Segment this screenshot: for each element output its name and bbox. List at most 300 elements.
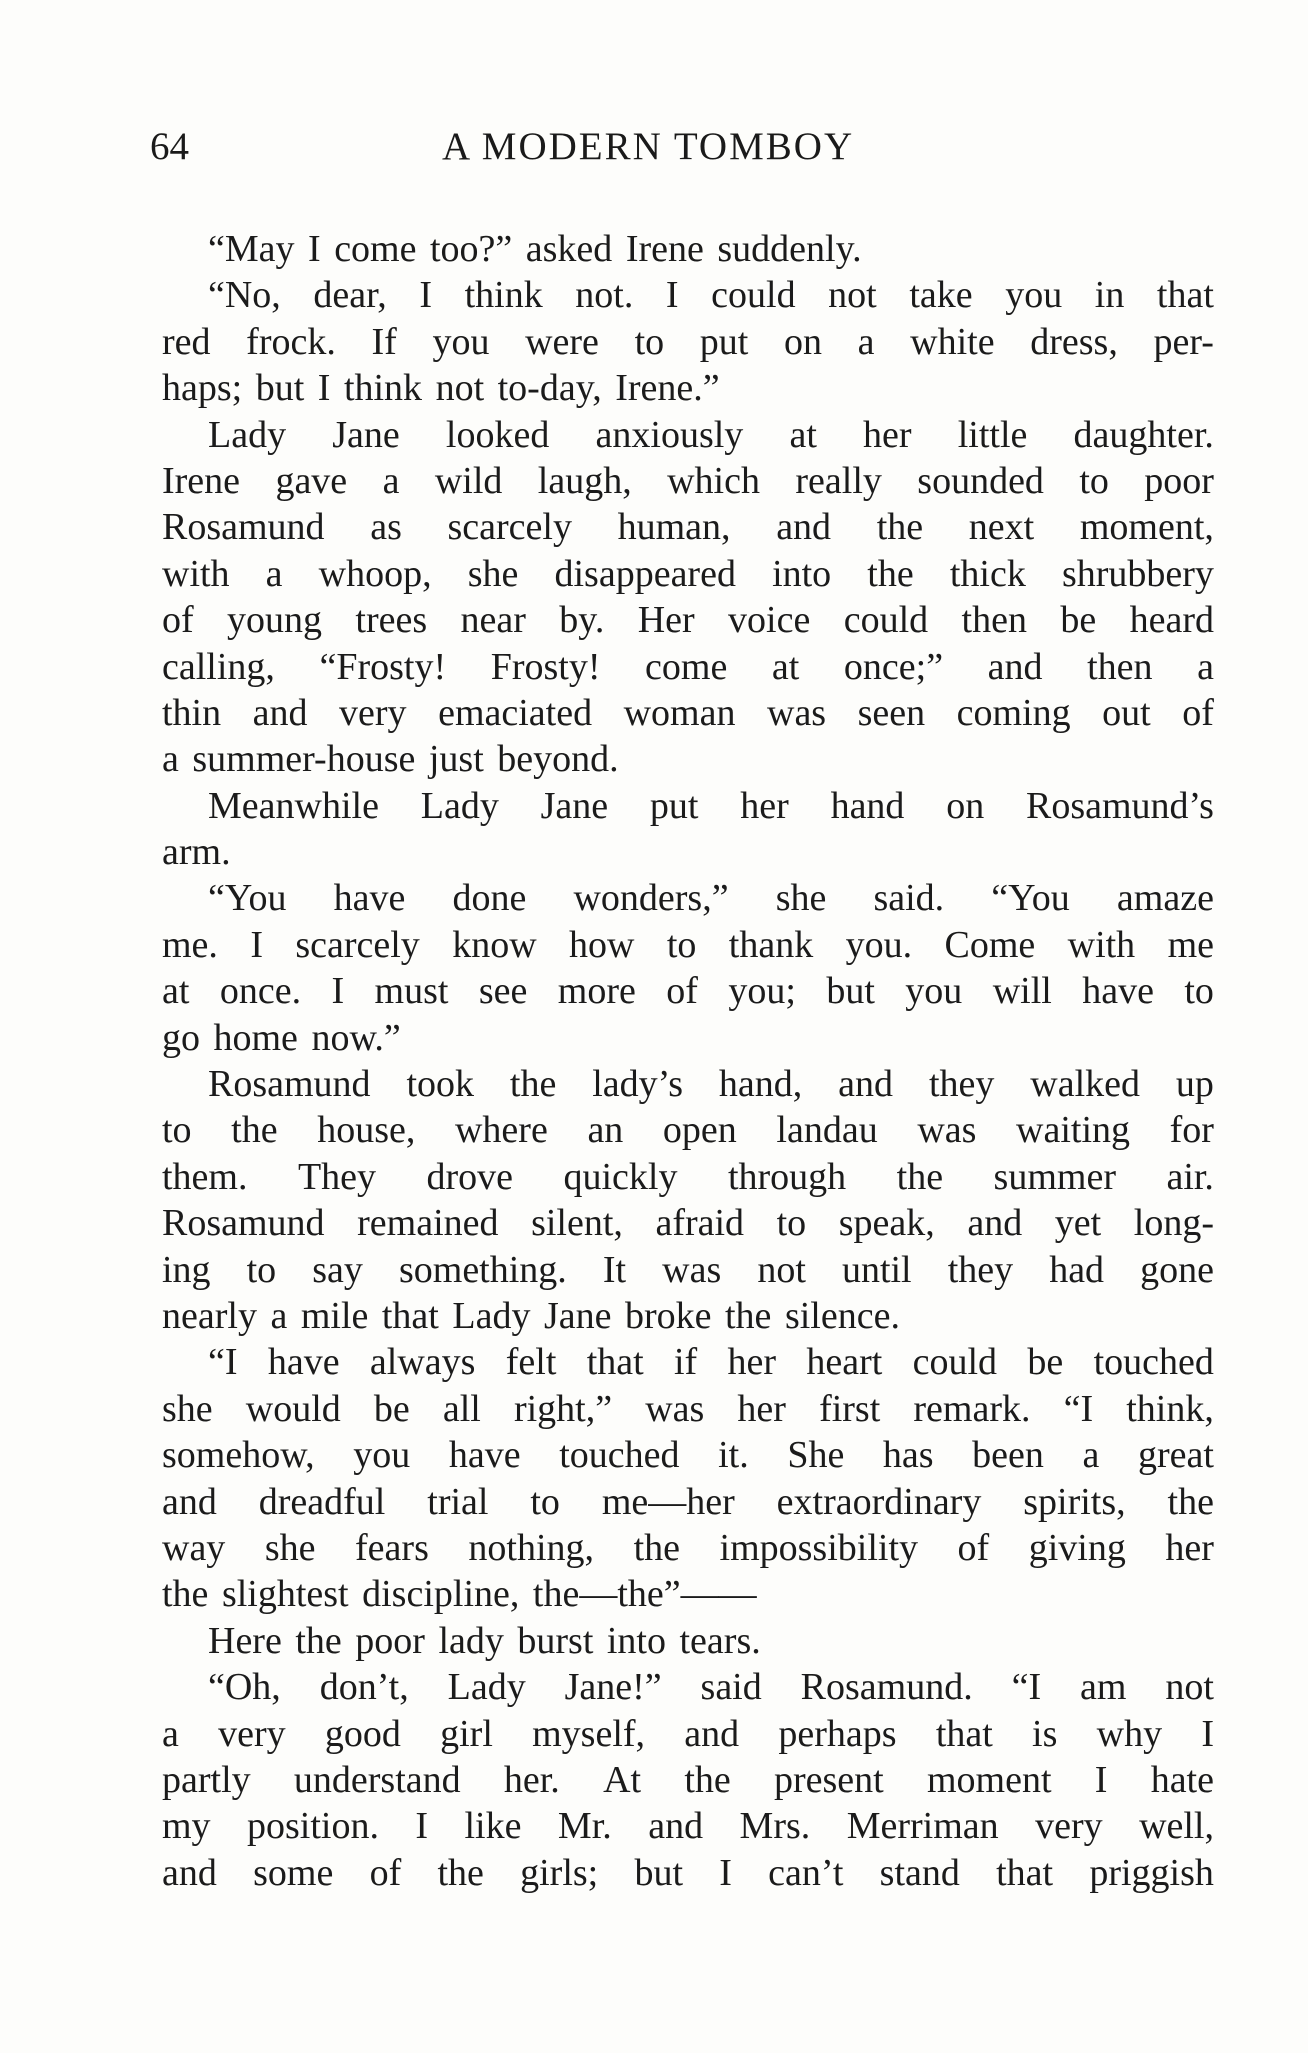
word: I [331,970,345,1013]
word: where [454,1109,548,1152]
text-line [162,1293,1214,1339]
word: that [996,1851,1054,1894]
text-line [162,365,1214,411]
word: gone [1140,1248,1214,1291]
word: daughter. [1073,413,1214,456]
word: “You [991,877,1070,920]
word: a [857,320,875,363]
word: the [684,1758,731,1801]
word: take [909,274,973,317]
word: per- [1153,320,1214,363]
word: extraordinary [776,1480,982,1523]
word: you [905,970,963,1013]
word: beyond. [497,738,619,781]
text-line [162,922,1214,968]
word: thank [728,923,814,966]
word: to [246,1248,277,1291]
word: woman [623,691,736,734]
word: suddenly. [717,228,862,270]
word: giving [1028,1526,1126,1569]
word: the [231,1109,278,1152]
word: white [910,320,995,363]
word: slightest [221,1573,363,1616]
word: you; [728,970,796,1013]
word: remark. [913,1387,1031,1430]
word: They [297,1155,377,1198]
word: spirits, [1023,1480,1126,1523]
text-line [162,1386,1214,1432]
word: very [339,691,407,734]
word: to [776,1202,807,1245]
word: present [774,1758,884,1801]
word: trees [355,599,428,642]
word: I [719,1851,732,1894]
word: an [587,1109,624,1152]
body-text [162,226,1214,1896]
word: and [987,645,1043,688]
word: walked [1030,1063,1140,1106]
word: say [312,1248,363,1291]
word: I [1094,1758,1108,1801]
word: silent, [531,1202,623,1245]
word: disappeared [554,552,736,595]
word: has [882,1434,934,1477]
text-line [162,1061,1214,1107]
word: fears [355,1526,429,1569]
word: Lady [420,784,499,827]
word: the [437,1851,484,1894]
word: was [917,1109,977,1152]
word: always [369,1341,476,1384]
word: took [406,1063,475,1106]
word: into [606,1619,680,1662]
word: the [725,1294,785,1337]
word: my [162,1805,211,1848]
word: her [740,784,789,827]
word: burst [517,1619,607,1662]
word: you [432,320,490,363]
word: Rosamund [162,1202,325,1245]
word: a [162,738,193,781]
word: priggish [1089,1851,1214,1894]
word: can’t [768,1851,844,1894]
word: them. [162,1155,248,1198]
word: not [1165,1666,1214,1709]
word: out [1102,691,1151,734]
word: she [264,1526,316,1569]
word: moment, [1079,506,1214,549]
word: Mr. [557,1805,612,1848]
word: remained [357,1202,499,1245]
word: then [1087,645,1153,688]
word: home [213,1016,312,1059]
word: how [569,923,635,966]
word: stand [879,1851,960,1894]
text-line [162,412,1214,458]
word: heart [806,1341,883,1384]
word: that [381,1294,453,1337]
word: next [968,506,1035,549]
word: afraid [655,1202,745,1245]
word: and [648,1805,704,1848]
word: calling, [162,645,275,688]
word: until [841,1248,912,1291]
word: could [843,599,929,642]
word: scarcely [447,506,572,549]
text-line [162,1664,1214,1710]
running-head [150,124,1220,184]
text-line [162,1107,1214,1153]
word: said. [873,877,945,920]
word: I [415,1805,429,1848]
word: At [603,1758,642,1801]
word: asked [525,228,626,270]
word: would [245,1387,341,1430]
word: touched [559,1434,680,1477]
word: on [783,320,822,363]
word: myself, [532,1712,646,1755]
word: of [162,599,194,642]
text-line [162,226,1214,272]
word: at [771,645,800,688]
word: Here [208,1619,296,1662]
word: now.” [311,1016,401,1059]
word: seen [857,691,926,734]
word: to [666,923,697,966]
word: young [227,599,323,642]
word: as [370,506,402,549]
word: the [633,1526,680,1569]
word: something. [398,1248,567,1291]
word: summer [993,1155,1116,1198]
word: on [946,784,985,827]
text-line [162,1247,1214,1293]
text-line [162,1154,1214,1200]
word: be [1060,599,1097,642]
word: scarcely [295,923,420,966]
word: Lady [208,413,287,456]
word: She [787,1434,845,1477]
word: Lady [452,1294,544,1337]
word: have [448,1434,521,1477]
word: landau [776,1109,878,1152]
word: she [467,552,519,595]
word: was [767,691,827,734]
text-line [162,1015,1214,1061]
word: dreadful [258,1480,386,1523]
word: be [1027,1341,1064,1384]
word: girls; [520,1851,599,1894]
word: will [992,970,1052,1013]
word: and [162,1851,217,1894]
word: to [1184,970,1214,1013]
word: lady [438,1619,518,1662]
word: have [267,1341,340,1384]
word: me. [162,923,218,966]
word: Irene [162,459,241,502]
word: a [162,1712,179,1755]
word: Meanwhile [208,784,379,827]
word: into [772,552,832,595]
word: voice [728,599,811,642]
word: drove [426,1155,514,1198]
word: hate [1150,1758,1214,1801]
word: and [967,1202,1023,1245]
word: moment [926,1758,1052,1801]
word: Come [944,923,1036,966]
word: and [162,1480,217,1523]
word: think [343,367,436,410]
word: could [711,274,796,317]
word: silence. [784,1294,900,1337]
word: hand, [718,1063,803,1106]
word: up [1175,1063,1214,1106]
word: “I [208,1341,238,1384]
word: human, [617,506,731,549]
word: they [928,1063,995,1106]
text-line [162,1525,1214,1571]
word: that [1156,274,1214,317]
word: to [634,320,665,363]
word: partly [162,1758,251,1801]
word: tears. [679,1619,761,1662]
word: “Oh, [208,1666,281,1709]
word: you [1005,274,1063,317]
word: Jane [543,1294,625,1337]
word: am [1080,1666,1127,1709]
word: could [912,1341,998,1384]
text-line [162,1850,1214,1896]
word: she [775,877,827,920]
word: “I [1063,1387,1094,1430]
word: long- [1133,1202,1214,1245]
word: which [667,459,760,502]
word: once. [219,970,302,1013]
word: me—her [601,1480,735,1523]
word: had [1049,1248,1105,1291]
word: but [255,367,318,410]
word: looked [445,413,550,456]
word: be [373,1387,410,1430]
word: mile [300,1294,382,1337]
word: is [1032,1712,1058,1755]
page-number: 64 [150,125,189,168]
word: anxiously [595,413,744,456]
word: wild [434,459,503,502]
word: the—the”—— [532,1573,757,1616]
text-line [162,504,1214,550]
word: wonders,” [573,877,729,920]
word: that [935,1712,993,1755]
word: position. [247,1805,379,1848]
word: you. [845,923,913,966]
word: and [776,506,832,549]
word: “You [208,877,287,920]
text-line [162,1618,1214,1664]
word: first [819,1387,881,1430]
text-line [162,644,1214,690]
word: she [162,1387,213,1430]
word: shrubbery [1061,552,1214,595]
word: very [1035,1805,1103,1848]
word: heard [1129,599,1214,642]
word: trial [427,1480,489,1523]
text-line [162,1432,1214,1478]
word: thin [162,691,222,734]
word: of [369,1851,402,1894]
word: very [218,1712,286,1755]
word: if [673,1341,698,1384]
word: touched [1093,1341,1214,1384]
word: I [308,228,335,270]
word: the [1167,1480,1214,1523]
word: Mrs. [739,1805,811,1848]
word: I [250,923,263,966]
word: come [334,228,430,270]
word: quickly [563,1155,678,1198]
word: I [419,274,432,317]
text-line [162,829,1214,875]
word: her [863,413,912,456]
word: near [460,599,526,642]
word: some [253,1851,334,1894]
text-line [162,1711,1214,1757]
word: her [737,1387,786,1430]
word: sounded [917,459,1044,502]
word: Rosamund. [800,1666,973,1709]
text-line [162,1803,1214,1849]
word: put [649,784,699,827]
word: speak, [838,1202,935,1245]
word: emaciated [438,691,593,734]
word: Rosamund [208,1063,371,1106]
word: through [727,1155,847,1198]
word: go [162,1016,214,1059]
word: poor [355,1619,439,1662]
word: a [270,1294,301,1337]
word: was [662,1248,722,1291]
word: not. [575,274,634,317]
word: Jane [332,413,400,456]
word: right,” [513,1387,613,1430]
text-line [162,1757,1214,1803]
word: to-day, [497,367,616,410]
word: to [1079,459,1109,502]
word: like [464,1805,522,1848]
word: and [252,691,308,734]
word: just [428,738,498,781]
word: Lady [447,1666,526,1709]
word: why [1096,1712,1163,1755]
text-line [162,690,1214,736]
word: for [1169,1109,1214,1152]
word: summer-house [192,738,429,781]
word: Rosamund [162,506,325,549]
word: to [162,1109,192,1152]
word: Rosamund’s [1026,784,1214,827]
word: poor [1144,459,1214,502]
word: haps; [162,367,256,410]
word: been [972,1434,1044,1477]
word: with [1067,923,1136,966]
word: were [525,320,599,363]
word: I [1201,1712,1214,1755]
word: arm. [162,831,231,874]
word: whoop, [318,552,432,595]
word: come [645,645,728,688]
word: her. [503,1758,560,1801]
word: but [634,1851,684,1894]
word: way [162,1526,226,1569]
word: Jane [540,784,609,827]
word: the [876,506,924,549]
word: hand [830,784,905,827]
word: coming [956,691,1071,734]
text-line [162,551,1214,597]
word: air. [1166,1155,1214,1198]
word: and [838,1063,894,1106]
word: at [789,413,817,456]
word: the [896,1155,944,1198]
word: lady’s [592,1063,684,1106]
text-line [162,1200,1214,1246]
word: somehow, [162,1434,315,1477]
word: by. [559,599,605,642]
word: not [757,1248,806,1291]
word: perhaps [778,1712,897,1755]
word: more [557,970,636,1013]
word: don’t, [319,1666,409,1709]
word: think [464,274,543,317]
word: and [684,1712,740,1755]
word: of [666,970,698,1013]
word: her [1165,1526,1214,1569]
word: to [530,1480,560,1523]
text-line [162,458,1214,504]
word: “May [208,228,309,270]
word: too?” [429,228,526,270]
word: with [162,552,230,595]
word: “No, [208,274,281,317]
word: the [867,552,914,595]
word: I [665,274,679,317]
word: must [374,970,449,1013]
word: Her [637,599,695,642]
word: was [645,1387,705,1430]
word: I [317,367,344,410]
word: the [509,1063,557,1106]
word: good [324,1712,401,1755]
text-line [162,319,1214,365]
word: put [699,320,749,363]
word: Irene.” [615,367,720,410]
word: waiting [1016,1109,1131,1152]
word: not [435,367,498,410]
word: felt [505,1341,557,1384]
text-line [162,1479,1214,1525]
word: If [371,320,397,363]
text-line [162,1339,1214,1385]
word: “I [1011,1666,1042,1709]
word: me [1167,923,1214,966]
word: discipline, [362,1573,533,1616]
text-line [162,272,1214,318]
word: have [1082,970,1154,1013]
word: little [957,413,1028,456]
word: they [947,1248,1014,1291]
word: have [333,877,406,920]
word: broke [624,1294,725,1337]
